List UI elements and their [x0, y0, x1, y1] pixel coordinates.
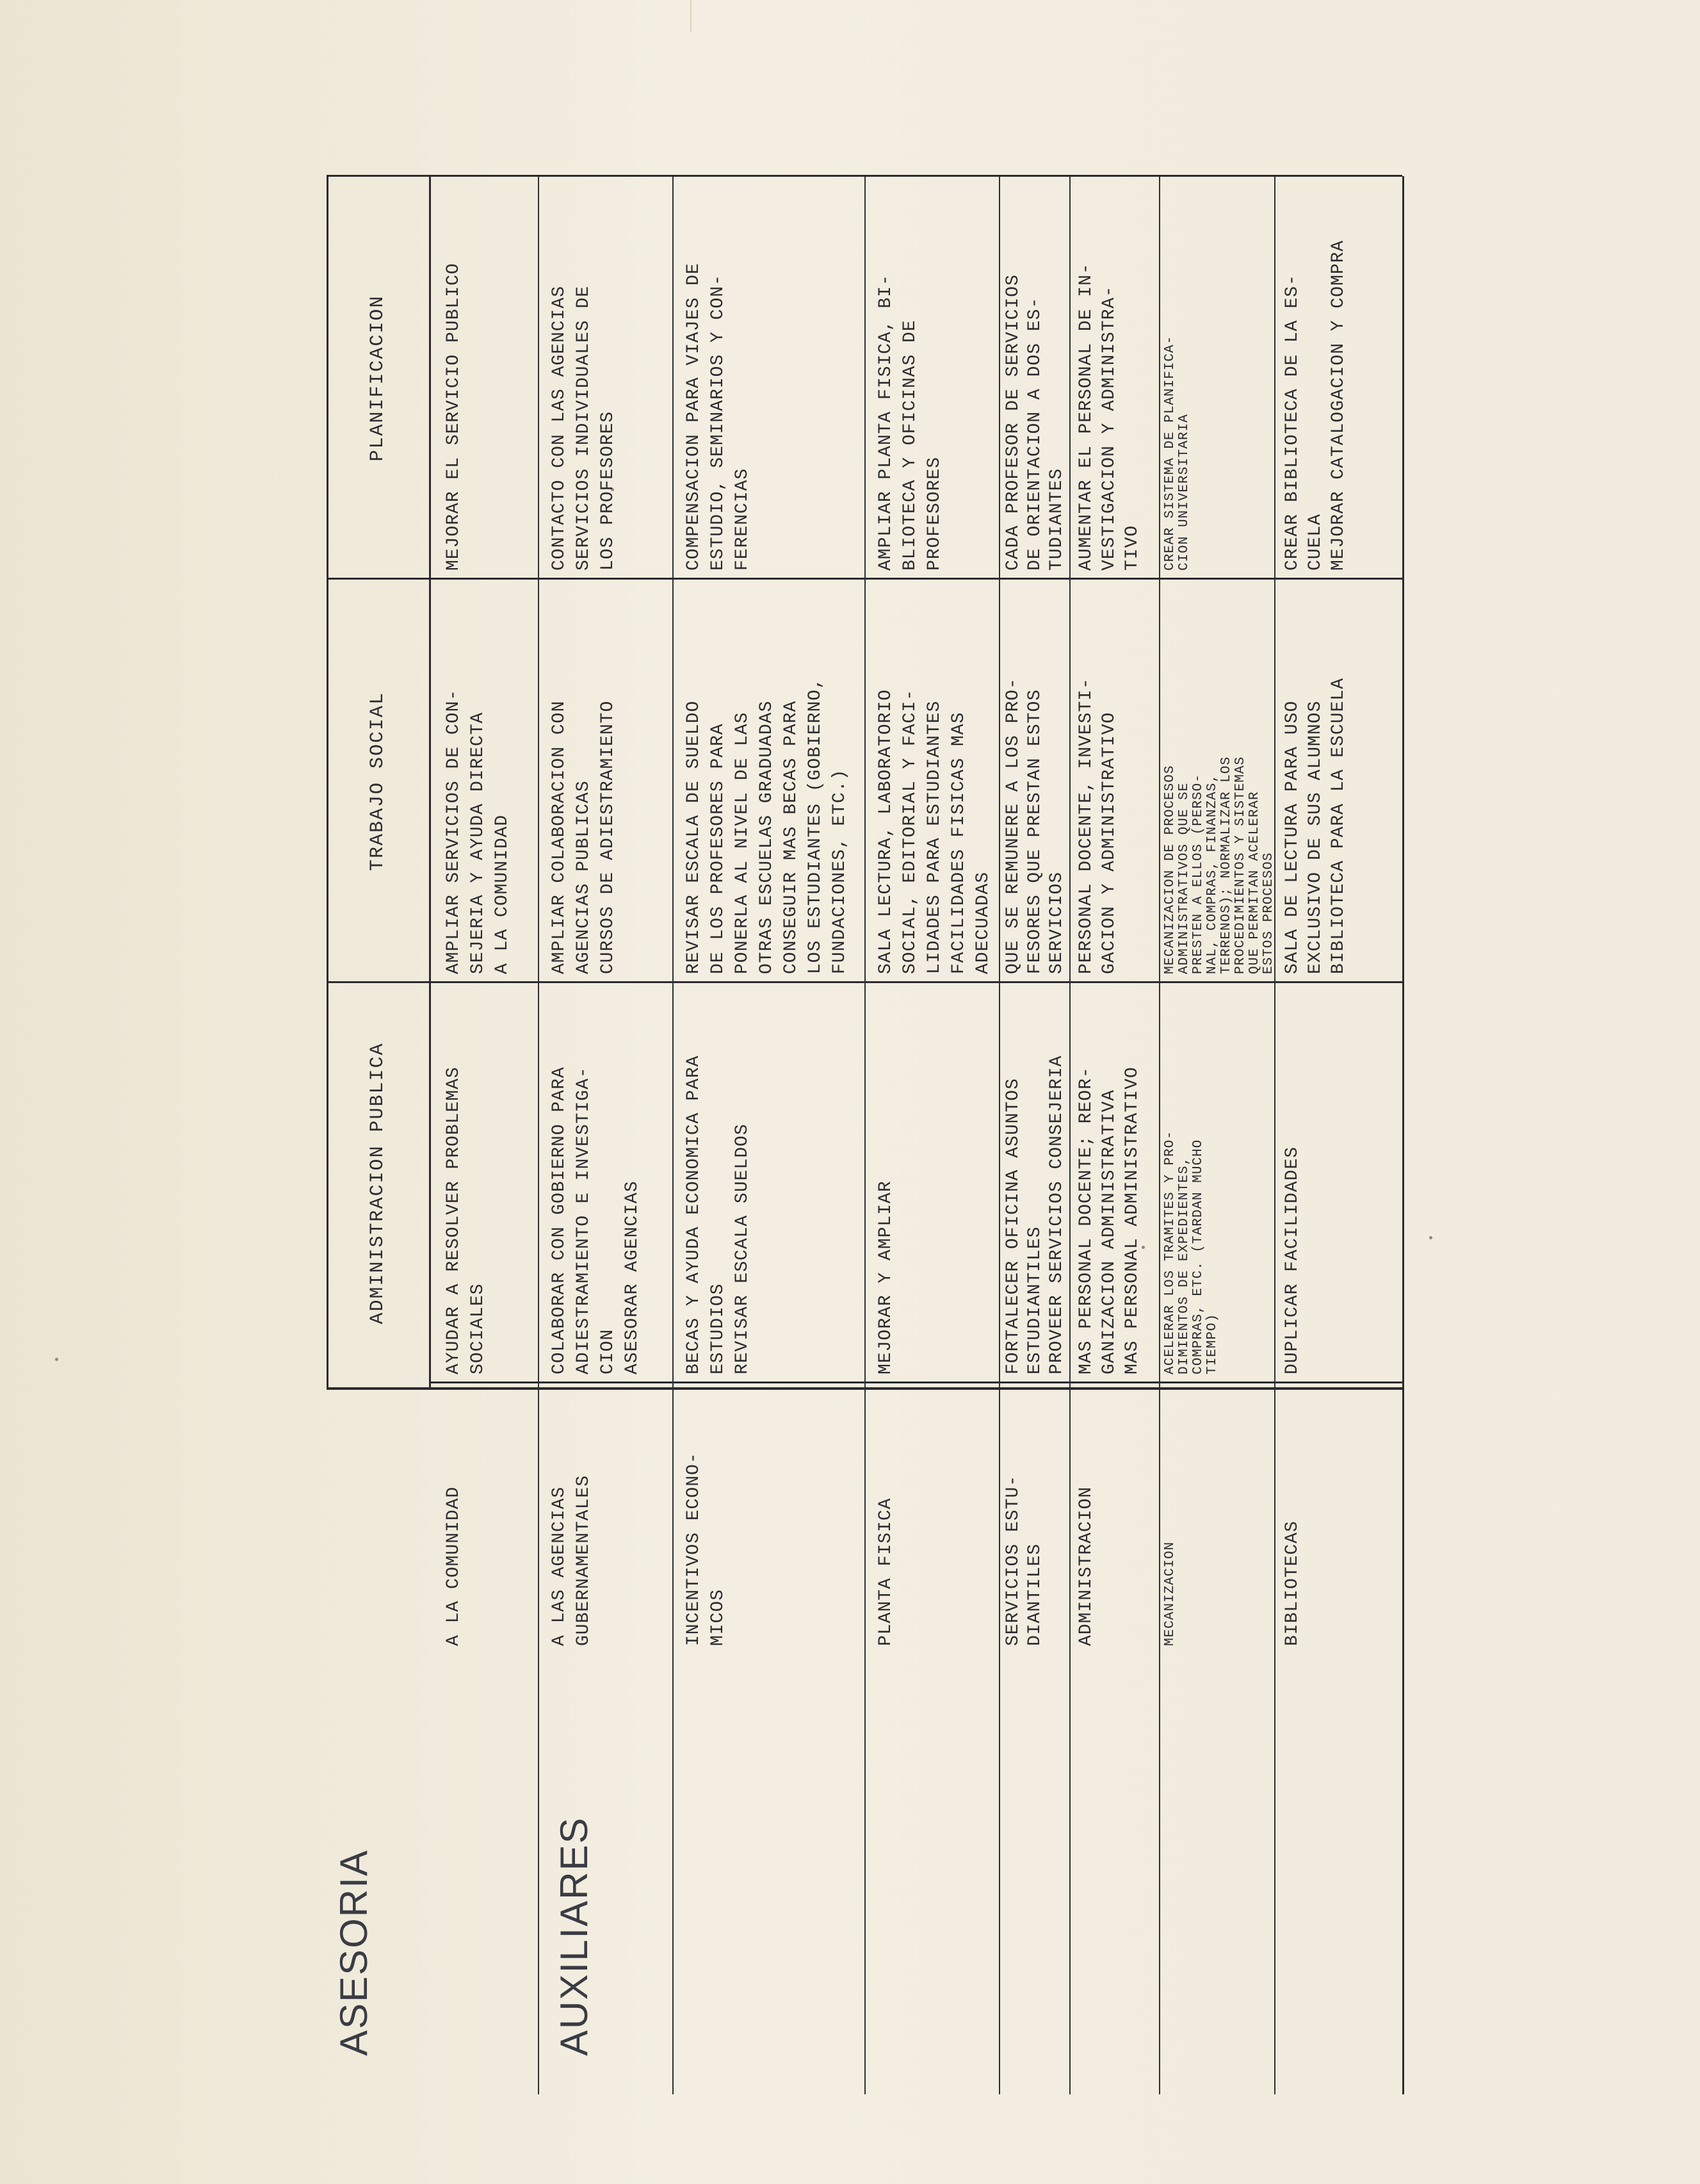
cell-admin: ACELERAR LOS TRAMITES Y PRO- DIMIENTOS DE EXPEDIENTES, COMPRAS, ETC. (TARDAN MUCHO TIEMPO): [1163, 1130, 1220, 1374]
cell-admin: BECAS Y AYUDA ECONOMICA PARA ESTUDIOS REVISAR ESCALA SUELDOS: [684, 1055, 752, 1374]
cell-trabajo: SALA LECTURA, LABORATORIO SOCIAL, EDITORIAL Y FACI- LIDADES PARA ESTUDIANTES FACILIDADES FISICAS MAS ADECUADAS: [876, 689, 993, 974]
header-admin: ADMINISTRACION PUBLICA: [367, 1042, 389, 1324]
header-planif: PLANIFICACION: [367, 295, 389, 462]
rule-row-divider: [538, 176, 539, 2094]
cell-planif: CREAR SISTEMA DE PLANIFICA- CION UNIVERSITARIA: [1163, 335, 1192, 571]
rule-row-divider: [864, 176, 866, 2094]
cell-planif: CONTACTO CON LAS AGENCIAS SERVICIOS INDIVIDUALES DE LOS PROFESORES: [549, 285, 618, 571]
cell-trabajo: AMPLIAR COLABORACION CON AGENCIAS PUBLICAS CURSOS DE ADIESTRAMIENTO: [549, 700, 618, 974]
cell-planif: COMPENSACION PARA VIAJES DE ESTUDIO, SEMINARIOS Y CON- FERENCIAS: [684, 263, 752, 571]
cell-planif: CADA PROFESOR DE SERVICIOS DE ORIENTACION A DOS ES- TUDIANTES: [1003, 274, 1067, 571]
row-category: A LAS AGENCIAS GUBERNAMENTALES: [549, 1474, 594, 1646]
fold-mark: [690, 0, 692, 32]
cell-admin: MEJORAR Y AMPLIAR: [876, 1180, 896, 1374]
cell-trabajo: MECANIZACION DE PROCESOS ADMINISTRATIVOS QUE SE PRESTEN A ELLOS (PERSO- NAL, COMPRAS, FINANZAS, TERRENOS); NORMALIZAR LOS PROCEDIMIENTOS Y SISTEMAS QUE PERMITAN ACELERAR ESTOS PROCESOS: [1163, 756, 1276, 974]
rule-row-divider: [672, 176, 674, 2094]
cell-admin: COLABORAR CON GOBIERNO PARA ADIESTRAMIENTO E INVESTIGA- CION ASESORAR AGENCIAS: [549, 1066, 642, 1374]
planning-table: [327, 173, 1402, 2094]
row-category: ADMINISTRACION: [1076, 1486, 1096, 1646]
cell-trabajo: QUE SE REMUNERE A LOS PRO- FESORES QUE PRESTAN ESTOS SERVICIOS: [1003, 678, 1067, 974]
side-label-auxiliares: AUXILIARES: [553, 1816, 595, 2056]
row-category: PLANTA FISICA: [876, 1497, 896, 1646]
cell-planif: MEJORAR EL SERVICIO PUBLICO: [444, 263, 464, 571]
rule-row-divider: [1274, 176, 1275, 2094]
row-category: SERVICIOS ESTU- DIANTILES: [1003, 1474, 1045, 1646]
cell-admin: MAS PERSONAL DOCENTE; REOR- GANIZACION ADMINISTRATIVA MAS PERSONAL ADMINISTRATIVO: [1076, 1066, 1142, 1374]
rule-table-bottom: [1402, 176, 1404, 2094]
side-label-asesoria: ASESORIA: [332, 1849, 375, 2056]
row-category: MECANIZACION: [1163, 1541, 1178, 1646]
row-category: BIBLIOTECAS: [1283, 1520, 1302, 1646]
cell-planif: CREAR BIBLIOTECA DE LA ES- CUELA MEJORAR CATALOGACION Y COMPRA: [1283, 240, 1348, 571]
paper-speck: [1429, 1236, 1432, 1239]
cell-trabajo: PERSONAL DOCENTE, INVESTI- GACION Y ADMINISTRATIVO: [1076, 678, 1119, 974]
cell-planif: AUMENTAR EL PERSONAL DE IN- VESTIGACION Y ADMINISTRA- TIVO: [1076, 263, 1142, 571]
cell-planif: AMPLIAR PLANTA FISICA, BI- BLIOTECA Y OFICINAS DE PROFESORES: [876, 274, 944, 571]
cell-trabajo: REVISAR ESCALA DE SUELDO DE LOS PROFESORES PARA PONERLA AL NIVEL DE LAS OTRAS ESCUELAS GRADUADAS CONSEGUIR MAS BECAS PARA LOS ESTUDIANTES (GOBIERNO, FUNDACIONES, ETC.): [684, 678, 850, 974]
rule-under-header: [429, 176, 431, 1390]
row-category: A LA COMUNIDAD: [444, 1486, 464, 1646]
rule-row-divider: [1069, 176, 1071, 2094]
cell-admin: DUPLICAR FACILIDADES: [1283, 1146, 1302, 1374]
cell-trabajo: SALA DE LECTURA PARA USO EXCLUSIVO DE SUS ALUMNOS BIBLIOTECA PARA LA ESCUELA: [1283, 678, 1348, 974]
cell-trabajo: AMPLIAR SERVICIOS DE CON- SEJERIA Y AYUDA DIRECTA A LA COMUNIDAD: [444, 689, 512, 974]
cell-admin: AYUDAR A RESOLVER PROBLEMAS SOCIALES: [444, 1066, 488, 1374]
cell-admin: FORTALECER OFICINA ASUNTOS ESTUDIANTILES PROVEER SERVICIOS CONSEJERIA: [1003, 1055, 1067, 1374]
row-category: INCENTIVOS ECONO- MICOS: [684, 1452, 728, 1646]
header-trabajo: TRABAJO SOCIAL: [367, 691, 389, 872]
paper-speck: [55, 1358, 58, 1361]
rule-row-divider: [1159, 176, 1160, 2094]
